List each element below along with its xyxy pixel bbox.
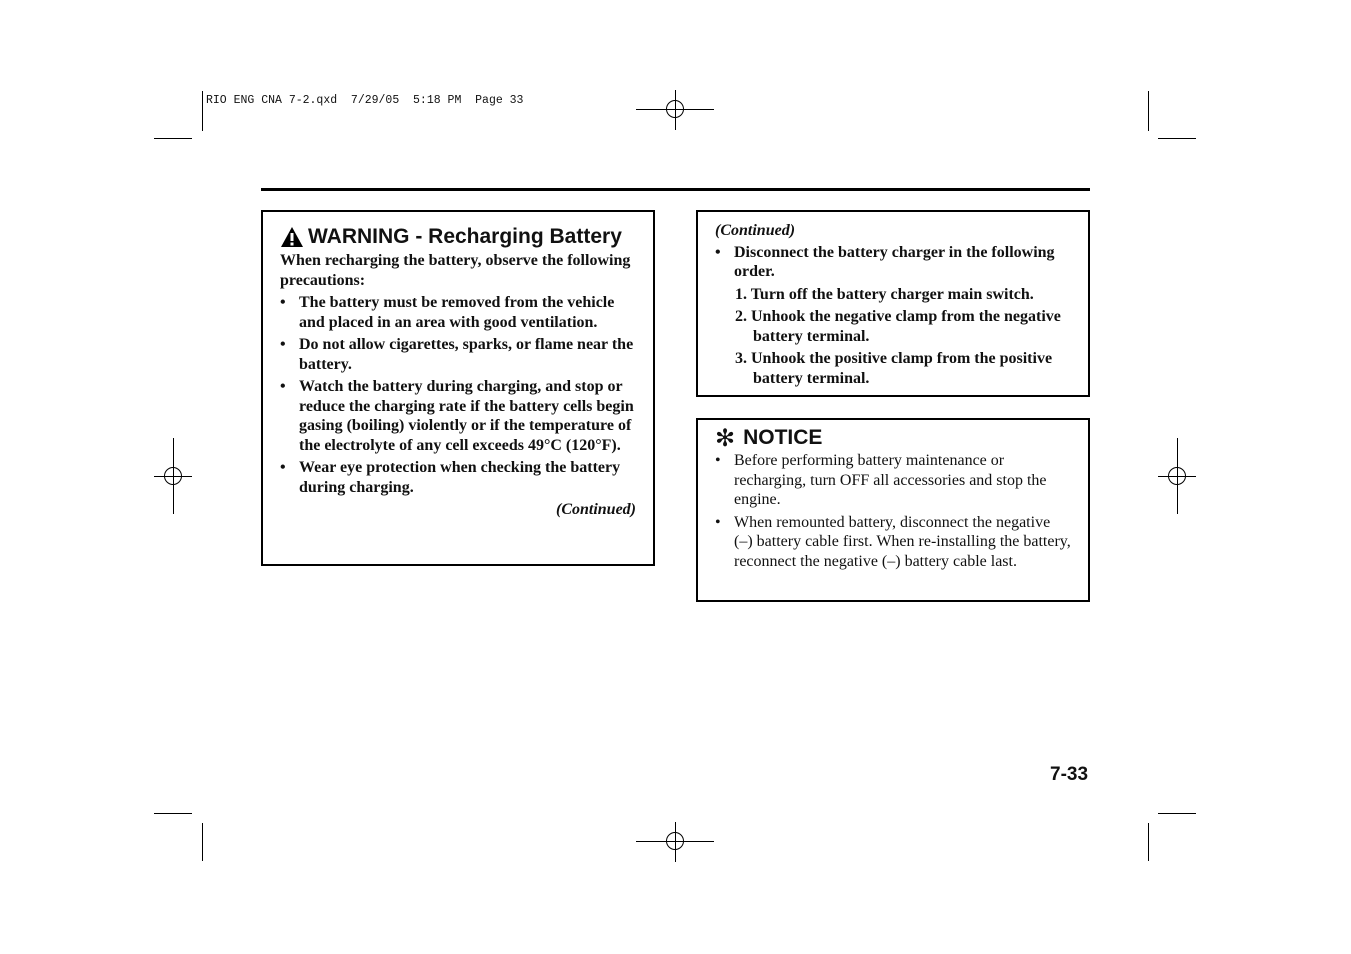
crop-mark — [202, 823, 203, 861]
list-item — [280, 335, 636, 374]
notice-title — [715, 425, 1071, 451]
asterisk-icon: ✻ — [715, 424, 736, 452]
notice-body — [715, 451, 1071, 571]
bullet-text: Do not allow cigarettes, sparks, or flame near the battery. — [299, 336, 634, 373]
list-item — [280, 293, 636, 332]
continued-label: (Continued) — [715, 222, 796, 239]
continued-label: (Continued) — [555, 501, 636, 518]
bullet: • — [280, 459, 286, 476]
registration-circle — [666, 100, 684, 118]
list-item — [715, 243, 1071, 282]
bullet: • — [715, 243, 721, 261]
list-item — [715, 451, 1071, 510]
bullet: • — [280, 294, 286, 311]
crop-mark — [1148, 91, 1149, 131]
crop-mark — [202, 91, 203, 131]
registration-circle — [1168, 467, 1186, 485]
bullet: • — [715, 452, 721, 469]
header-rule — [261, 188, 1090, 191]
registration-circle — [666, 832, 684, 850]
crop-mark — [154, 138, 192, 139]
crop-mark — [1148, 823, 1149, 861]
step-item: 2. Unhook the negative clamp from the negative battery terminal. — [735, 308, 1061, 345]
step-item: 1. Turn off the battery charger main switch. — [735, 285, 1034, 303]
crop-mark — [1158, 813, 1196, 814]
list-item — [715, 513, 1071, 572]
list-item — [280, 377, 636, 455]
notice-title-text: NOTICE — [743, 426, 823, 449]
warning-triangle-icon — [280, 226, 304, 248]
registration-circle — [164, 467, 182, 485]
crop-mark — [1158, 138, 1196, 139]
bullet-text: Wear eye protection when checking the battery during charging. — [299, 459, 621, 496]
warning-intro: When recharging the battery, observe the following precautions: — [280, 252, 631, 289]
bullet: • — [280, 378, 286, 395]
bullet: • — [715, 513, 721, 531]
bullet-text: Watch the battery during charging, and stop or reduce the charging rate if the battery cells begin gasing (boiling) violently or if the temperature of the electrolyte of any cell exceeds 49°C (120°F). — [299, 378, 634, 454]
list-item — [280, 458, 636, 497]
bullet-text: Before performing battery maintenance or recharging, turn OFF all accessories and stop the engine. — [734, 452, 1047, 508]
bullet-text: Disconnect the battery charger in the following order. — [734, 243, 1055, 280]
crop-mark — [154, 813, 192, 814]
warning-box — [261, 210, 655, 566]
warning-title-text: WARNING - Recharging Battery — [308, 225, 622, 248]
notice-box — [696, 418, 1090, 602]
bullet: • — [280, 336, 286, 353]
warning-title — [280, 224, 636, 250]
bullet-text: The battery must be removed from the vehicle and placed in an area with good ventilation. — [299, 294, 615, 331]
continued-box — [696, 210, 1090, 397]
print-slug: RIO ENG CNA 7-2.qxd 7/29/05 5:18 PM Page 33 — [206, 94, 524, 107]
step-item: 3. Unhook the positive clamp from the positive battery terminal. — [735, 350, 1053, 387]
bullet-text: When remounted battery, disconnect the negative (–) battery cable first. When re-installing the battery, reconnect the negative (–) battery cable last. — [734, 513, 1071, 570]
page-number: 7-33 — [1050, 764, 1089, 785]
